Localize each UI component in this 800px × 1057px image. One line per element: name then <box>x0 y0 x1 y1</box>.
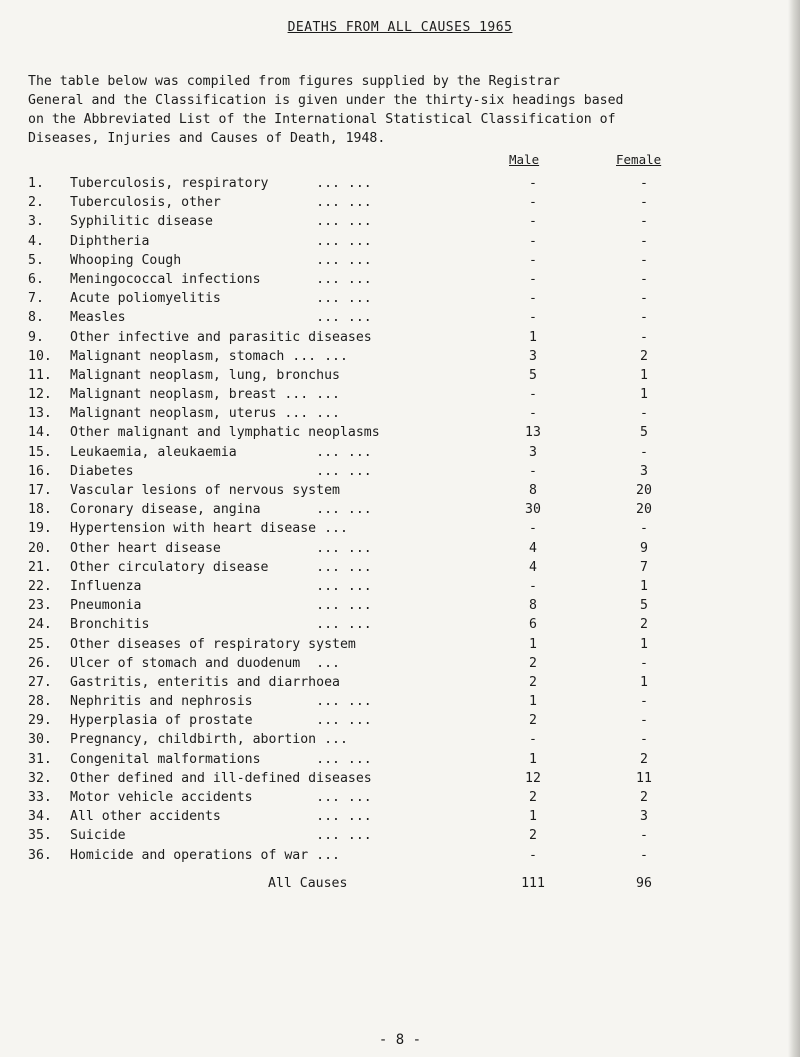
table-row <box>28 807 768 826</box>
cause-name: Ulcer of stomach and duodenum ... <box>70 655 340 671</box>
cause-name: Tuberculosis, respiratory ... ... <box>70 176 372 191</box>
table-row <box>28 174 768 193</box>
cause-name: Motor vehicle accidents ... ... <box>70 790 372 805</box>
cause-name: Congenital malformations ... ... <box>70 751 372 767</box>
male-count: 3 <box>529 444 537 460</box>
male-count: 1 <box>529 329 537 345</box>
male-count: - <box>529 252 537 268</box>
cause-name: Coronary disease, angina ... ... <box>70 502 372 518</box>
table-row <box>28 462 768 481</box>
total-label: All Causes <box>268 876 348 891</box>
male-count: - <box>529 406 537 422</box>
row-number: 14. <box>28 425 52 441</box>
row-number: 3. <box>28 214 44 230</box>
table-row <box>28 270 768 289</box>
table-row <box>28 654 768 673</box>
table-row <box>28 232 768 251</box>
column-header-female: Female <box>616 152 662 167</box>
cause-name: Hyperplasia of prostate ... ... <box>70 713 372 729</box>
male-count: 12 <box>525 770 541 786</box>
male-count: 2 <box>529 713 537 729</box>
male-count: 3 <box>529 348 537 364</box>
male-count: 6 <box>529 617 537 633</box>
cause-name: Gastritis, enteritis and diarrhoea <box>70 674 340 690</box>
table-row <box>28 347 768 366</box>
female-count: 11 <box>636 770 652 786</box>
page-number: - 8 - <box>378 1032 422 1048</box>
cause-name: Influenza ... ... <box>70 578 372 594</box>
table-row <box>28 443 768 462</box>
cause-name: Malignant neoplasm, lung, bronchus <box>70 367 340 383</box>
female-count: - <box>640 310 648 326</box>
female-count: - <box>640 195 648 211</box>
table-row <box>28 692 768 711</box>
table-row <box>28 193 768 212</box>
row-number: 19. <box>28 521 52 537</box>
table-row <box>28 212 768 231</box>
row-number: 5. <box>28 252 44 268</box>
row-number: 13. <box>28 406 52 422</box>
male-count: 4 <box>529 540 537 556</box>
male-count: - <box>529 271 537 287</box>
male-count: - <box>529 578 537 594</box>
male-count: 30 <box>525 502 541 518</box>
cause-name: Nephritis and nephrosis ... ... <box>70 694 372 710</box>
male-count: 2 <box>529 828 537 844</box>
row-number: 12. <box>28 387 52 403</box>
row-number: 4. <box>28 233 44 249</box>
row-number: 20. <box>28 540 52 556</box>
female-count: - <box>640 828 648 844</box>
cause-name: Other defined and ill-defined diseases <box>70 770 372 786</box>
row-number: 34. <box>28 809 52 825</box>
female-count: - <box>640 406 648 422</box>
table-row <box>28 481 768 500</box>
cause-name: Acute poliomyelitis ... ... <box>70 291 372 307</box>
cause-name: Leukaemia, aleukaemia ... ... <box>70 444 372 460</box>
row-number: 26. <box>28 655 52 671</box>
row-number: 33. <box>28 790 52 805</box>
table-row <box>28 366 768 385</box>
row-number: 25. <box>28 636 52 652</box>
female-count: 2 <box>640 348 648 364</box>
male-count: 1 <box>529 636 537 652</box>
table-row <box>28 846 768 865</box>
table-row <box>28 750 768 769</box>
cause-name: Other circulatory disease ... ... <box>70 559 372 575</box>
male-count: - <box>529 521 537 537</box>
female-count: - <box>640 655 648 671</box>
row-number: 7. <box>28 291 44 307</box>
cause-name: Diabetes ... ... <box>70 463 372 479</box>
female-count: 7 <box>640 559 648 575</box>
female-count: - <box>640 233 648 249</box>
cause-name: Diphtheria ... ... <box>70 233 372 249</box>
cause-name: Hypertension with heart disease ... <box>70 521 348 537</box>
cause-name: Other diseases of respiratory system <box>70 636 356 652</box>
cause-name: Syphilitic disease ... ... <box>70 214 372 230</box>
female-count: - <box>640 252 648 268</box>
female-count: 2 <box>640 790 648 805</box>
row-number: 31. <box>28 751 52 767</box>
row-number: 27. <box>28 674 52 690</box>
cause-name: Other heart disease ... ... <box>70 540 372 556</box>
causes-table <box>28 174 768 865</box>
female-count: 1 <box>640 636 648 652</box>
cause-name: Pneumonia ... ... <box>70 598 372 614</box>
table-row <box>28 423 768 442</box>
male-count: - <box>529 847 537 863</box>
table-row <box>28 328 768 347</box>
total-female: 96 <box>636 876 652 891</box>
table-row <box>28 711 768 730</box>
female-count: 2 <box>640 751 648 767</box>
table-row <box>28 500 768 519</box>
cause-name: Malignant neoplasm, breast ... ... <box>70 387 340 403</box>
table-row <box>28 251 768 270</box>
male-count: 5 <box>529 367 537 383</box>
male-count: 2 <box>529 790 537 805</box>
row-number: 35. <box>28 828 52 844</box>
total-row <box>0 876 800 896</box>
table-row <box>28 596 768 615</box>
row-number: 8. <box>28 310 44 326</box>
table-row <box>28 385 768 404</box>
cause-name: All other accidents ... ... <box>70 809 372 825</box>
table-row <box>28 769 768 788</box>
male-count: - <box>529 387 537 403</box>
female-count: - <box>640 521 648 537</box>
cause-name: Whooping Cough ... ... <box>70 252 372 268</box>
table-row <box>28 308 768 327</box>
female-count: 1 <box>640 367 648 383</box>
row-number: 22. <box>28 578 52 594</box>
table-row <box>28 673 768 692</box>
cause-name: Pregnancy, childbirth, abortion ... <box>70 732 348 748</box>
female-count: 1 <box>640 578 648 594</box>
male-count: 4 <box>529 559 537 575</box>
cause-name: Suicide ... ... <box>70 828 372 844</box>
cause-name: Tuberculosis, other ... ... <box>70 195 372 211</box>
female-count: - <box>640 713 648 729</box>
female-count: 1 <box>640 674 648 690</box>
male-count: 1 <box>529 809 537 825</box>
male-count: - <box>529 732 537 748</box>
row-number: 11. <box>28 367 52 383</box>
female-count: 2 <box>640 617 648 633</box>
row-number: 2. <box>28 195 44 211</box>
female-count: 3 <box>640 463 648 479</box>
table-row <box>28 615 768 634</box>
table-row <box>28 635 768 654</box>
male-count: - <box>529 176 537 191</box>
female-count: 9 <box>640 540 648 556</box>
cause-name: Malignant neoplasm, uterus ... ... <box>70 406 340 422</box>
male-count: 8 <box>529 483 537 498</box>
page-edge-shadow <box>788 0 800 1057</box>
cause-name: Bronchitis ... ... <box>70 617 372 633</box>
table-row <box>28 577 768 596</box>
row-number: 36. <box>28 847 52 863</box>
row-number: 32. <box>28 770 52 786</box>
female-count: 20 <box>636 502 652 518</box>
row-number: 16. <box>28 463 52 479</box>
table-row <box>28 788 768 807</box>
male-count: - <box>529 291 537 307</box>
page-title: DEATHS FROM ALL CAUSES 1965 <box>287 20 513 35</box>
female-count: 1 <box>640 387 648 403</box>
table-row <box>28 826 768 845</box>
table-row <box>28 289 768 308</box>
row-number: 6. <box>28 271 44 287</box>
female-count: 3 <box>640 809 648 825</box>
cause-name: Meningococcal infections ... ... <box>70 271 372 287</box>
male-count: - <box>529 214 537 230</box>
cause-name: Malignant neoplasm, stomach ... ... <box>70 348 348 364</box>
female-count: - <box>640 291 648 307</box>
row-number: 10. <box>28 348 52 364</box>
female-count: - <box>640 847 648 863</box>
cause-name: Other infective and parasitic diseases <box>70 329 372 345</box>
male-count: 8 <box>529 598 537 614</box>
male-count: 1 <box>529 694 537 710</box>
table-row <box>28 519 768 538</box>
female-count: - <box>640 694 648 710</box>
row-number: 9. <box>28 329 44 345</box>
female-count: 5 <box>640 598 648 614</box>
male-count: 2 <box>529 674 537 690</box>
male-count: - <box>529 463 537 479</box>
female-count: - <box>640 329 648 345</box>
column-header-male: Male <box>509 152 540 167</box>
row-number: 15. <box>28 444 52 460</box>
row-number: 29. <box>28 713 52 729</box>
male-count: 2 <box>529 655 537 671</box>
cause-name: Vascular lesions of nervous system <box>70 483 340 498</box>
male-count: - <box>529 310 537 326</box>
male-count: - <box>529 195 537 211</box>
table-row <box>28 404 768 423</box>
row-number: 1. <box>28 176 44 191</box>
female-count: 20 <box>636 483 652 498</box>
female-count: - <box>640 176 648 191</box>
female-count: - <box>640 271 648 287</box>
male-count: - <box>529 233 537 249</box>
row-number: 28. <box>28 694 52 710</box>
cause-name: Homicide and operations of war ... <box>70 847 340 863</box>
male-count: 1 <box>529 751 537 767</box>
row-number: 21. <box>28 559 52 575</box>
male-count: 13 <box>525 425 541 441</box>
row-number: 30. <box>28 732 52 748</box>
table-row <box>28 730 768 749</box>
row-number: 24. <box>28 617 52 633</box>
row-number: 23. <box>28 598 52 614</box>
table-row <box>28 558 768 577</box>
cause-name: Measles ... ... <box>70 310 372 326</box>
intro-paragraph: The table below was compiled from figures supplied by the Registrar General and the Classification is given under the thirty-six headings based on the Abbreviated List of the International Statistical Classification of Diseases, Injuries and Causes of Death, 1948. <box>28 74 624 146</box>
female-count: - <box>640 732 648 748</box>
row-number: 18. <box>28 502 52 518</box>
row-number: 17. <box>28 483 52 498</box>
cause-name: Other malignant and lymphatic neoplasms <box>70 425 380 441</box>
total-male: 111 <box>521 876 545 891</box>
female-count: - <box>640 214 648 230</box>
female-count: - <box>640 444 648 460</box>
table-row <box>28 539 768 558</box>
female-count: 5 <box>640 425 648 441</box>
